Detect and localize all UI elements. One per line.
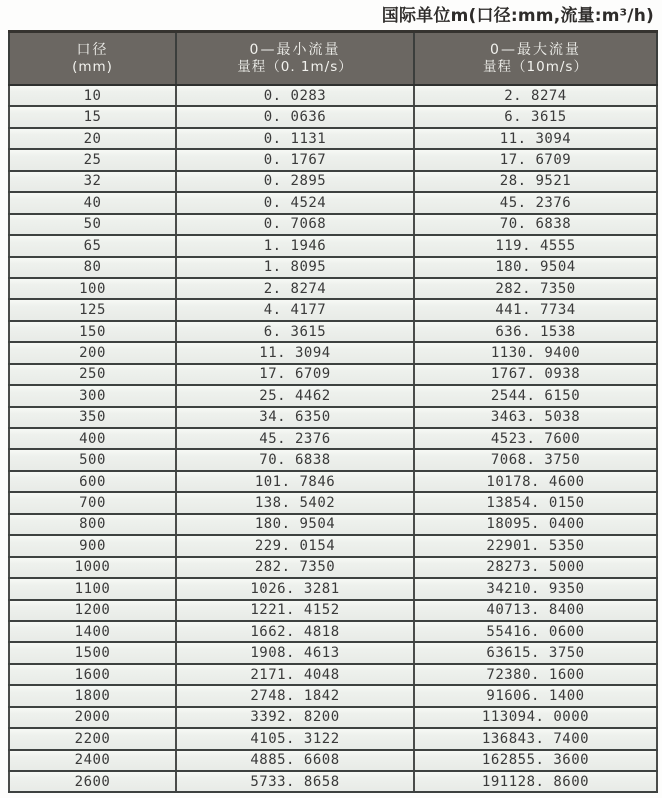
cell-min-flow: 45. 2376 bbox=[176, 428, 414, 449]
cell-min-flow: 1221. 4152 bbox=[176, 600, 414, 621]
cell-max-flow: 72380. 1600 bbox=[414, 664, 657, 685]
cell-diameter: 800 bbox=[9, 514, 176, 535]
table-header bbox=[9, 32, 657, 86]
cell-max-flow: 191128. 8600 bbox=[414, 771, 657, 792]
cell-diameter: 200 bbox=[9, 342, 176, 363]
cell-max-flow: 18095. 0400 bbox=[414, 514, 657, 535]
cell-min-flow: 1026. 3281 bbox=[176, 578, 414, 599]
cell-min-flow: 6. 3615 bbox=[176, 321, 414, 342]
cell-min-flow: 2. 8274 bbox=[176, 278, 414, 299]
table-row bbox=[9, 278, 657, 299]
cell-min-flow: 0. 1767 bbox=[176, 149, 414, 170]
table-row bbox=[9, 600, 657, 621]
cell-max-flow: 1767. 0938 bbox=[414, 364, 657, 385]
table-row bbox=[9, 106, 657, 127]
table-row bbox=[9, 535, 657, 556]
header-diameter-unit: (mm) bbox=[72, 59, 113, 75]
cell-diameter: 32 bbox=[9, 171, 176, 192]
table-row bbox=[9, 771, 657, 792]
cell-max-flow: 7068. 3750 bbox=[414, 449, 657, 470]
cell-max-flow: 17. 6709 bbox=[414, 149, 657, 170]
cell-diameter: 600 bbox=[9, 471, 176, 492]
cell-max-flow: 13854. 0150 bbox=[414, 492, 657, 513]
table-body bbox=[9, 85, 657, 792]
cell-diameter: 10 bbox=[9, 85, 176, 106]
cell-diameter: 1000 bbox=[9, 557, 176, 578]
cell-max-flow: 3463. 5038 bbox=[414, 407, 657, 428]
header-row bbox=[9, 32, 657, 86]
cell-min-flow: 138. 5402 bbox=[176, 492, 414, 513]
cell-min-flow: 1662. 4818 bbox=[176, 621, 414, 642]
cell-diameter: 1400 bbox=[9, 621, 176, 642]
cell-diameter: 900 bbox=[9, 535, 176, 556]
cell-min-flow: 1. 1946 bbox=[176, 235, 414, 256]
table-row bbox=[9, 492, 657, 513]
cell-diameter: 2400 bbox=[9, 750, 176, 771]
header-diameter-label: 口径 bbox=[76, 42, 109, 58]
table-row bbox=[9, 385, 657, 406]
table-row bbox=[9, 728, 657, 749]
table-row bbox=[9, 214, 657, 235]
cell-diameter: 700 bbox=[9, 492, 176, 513]
header-max-flow-range: 量程（10m/s） bbox=[483, 59, 588, 75]
cell-max-flow: 70. 6838 bbox=[414, 214, 657, 235]
cell-min-flow: 0. 7068 bbox=[176, 214, 414, 235]
cell-diameter: 125 bbox=[9, 299, 176, 320]
cell-max-flow: 45. 2376 bbox=[414, 192, 657, 213]
table-row bbox=[9, 707, 657, 728]
cell-min-flow: 5733. 8658 bbox=[176, 771, 414, 792]
cell-max-flow: 4523. 7600 bbox=[414, 428, 657, 449]
cell-min-flow: 282. 7350 bbox=[176, 557, 414, 578]
table-row bbox=[9, 642, 657, 663]
cell-diameter: 1200 bbox=[9, 600, 176, 621]
table-row bbox=[9, 257, 657, 278]
cell-min-flow: 3392. 8200 bbox=[176, 707, 414, 728]
table-row bbox=[9, 449, 657, 470]
cell-min-flow: 34. 6350 bbox=[176, 407, 414, 428]
table-row bbox=[9, 557, 657, 578]
cell-diameter: 20 bbox=[9, 128, 176, 149]
cell-max-flow: 28273. 5000 bbox=[414, 557, 657, 578]
table-row bbox=[9, 85, 657, 106]
cell-min-flow: 4105. 3122 bbox=[176, 728, 414, 749]
cell-max-flow: 119. 4555 bbox=[414, 235, 657, 256]
table-row bbox=[9, 364, 657, 385]
flow-range-table bbox=[8, 30, 658, 793]
cell-max-flow: 136843. 7400 bbox=[414, 728, 657, 749]
table-row bbox=[9, 321, 657, 342]
cell-max-flow: 55416. 0600 bbox=[414, 621, 657, 642]
cell-max-flow: 162855. 3600 bbox=[414, 750, 657, 771]
cell-max-flow: 282. 7350 bbox=[414, 278, 657, 299]
page-title: 国际单位m(口径:mm,流量:m³/h) bbox=[381, 6, 654, 26]
cell-max-flow: 180. 9504 bbox=[414, 257, 657, 278]
cell-max-flow: 441. 7734 bbox=[414, 299, 657, 320]
table-row bbox=[9, 685, 657, 706]
cell-diameter: 25 bbox=[9, 149, 176, 170]
cell-max-flow: 113094. 0000 bbox=[414, 707, 657, 728]
cell-min-flow: 4885. 6608 bbox=[176, 750, 414, 771]
cell-min-flow: 70. 6838 bbox=[176, 449, 414, 470]
table-row bbox=[9, 428, 657, 449]
cell-min-flow: 2748. 1842 bbox=[176, 685, 414, 706]
cell-diameter: 65 bbox=[9, 235, 176, 256]
table-row bbox=[9, 235, 657, 256]
cell-min-flow: 4. 4177 bbox=[176, 299, 414, 320]
cell-min-flow: 2171. 4048 bbox=[176, 664, 414, 685]
cell-diameter: 100 bbox=[9, 278, 176, 299]
header-min-flow-label: 0—最小流量 bbox=[249, 42, 341, 58]
cell-max-flow: 34210. 9350 bbox=[414, 578, 657, 599]
cell-diameter: 2000 bbox=[9, 707, 176, 728]
cell-max-flow: 40713. 8400 bbox=[414, 600, 657, 621]
table-row bbox=[9, 171, 657, 192]
header-cell-max-flow bbox=[414, 32, 657, 86]
cell-diameter: 50 bbox=[9, 214, 176, 235]
cell-max-flow: 2. 8274 bbox=[414, 85, 657, 106]
cell-min-flow: 17. 6709 bbox=[176, 364, 414, 385]
cell-max-flow: 1130. 9400 bbox=[414, 342, 657, 363]
cell-min-flow: 0. 4524 bbox=[176, 192, 414, 213]
cell-min-flow: 101. 7846 bbox=[176, 471, 414, 492]
table-row bbox=[9, 621, 657, 642]
cell-max-flow: 2544. 6150 bbox=[414, 385, 657, 406]
cell-min-flow: 25. 4462 bbox=[176, 385, 414, 406]
cell-diameter: 2600 bbox=[9, 771, 176, 792]
cell-min-flow: 180. 9504 bbox=[176, 514, 414, 535]
cell-max-flow: 10178. 4600 bbox=[414, 471, 657, 492]
table-row bbox=[9, 664, 657, 685]
cell-diameter: 2200 bbox=[9, 728, 176, 749]
cell-diameter: 350 bbox=[9, 407, 176, 428]
table-row bbox=[9, 342, 657, 363]
header-max-flow-label: 0—最大流量 bbox=[490, 42, 581, 58]
table-row bbox=[9, 192, 657, 213]
cell-min-flow: 1908. 4613 bbox=[176, 642, 414, 663]
table-row bbox=[9, 578, 657, 599]
cell-max-flow: 91606. 1400 bbox=[414, 685, 657, 706]
cell-min-flow: 1. 8095 bbox=[176, 257, 414, 278]
cell-diameter: 150 bbox=[9, 321, 176, 342]
cell-min-flow: 11. 3094 bbox=[176, 342, 414, 363]
header-min-flow-range: 量程（0. 1m/s） bbox=[237, 59, 353, 75]
cell-diameter: 500 bbox=[9, 449, 176, 470]
cell-max-flow: 6. 3615 bbox=[414, 106, 657, 127]
cell-diameter: 1800 bbox=[9, 685, 176, 706]
cell-min-flow: 0. 1131 bbox=[176, 128, 414, 149]
table-row bbox=[9, 299, 657, 320]
header-cell-diameter bbox=[9, 32, 176, 86]
table-row bbox=[9, 471, 657, 492]
cell-min-flow: 0. 0636 bbox=[176, 106, 414, 127]
table-row bbox=[9, 407, 657, 428]
table-row bbox=[9, 514, 657, 535]
cell-max-flow: 22901. 5350 bbox=[414, 535, 657, 556]
cell-diameter: 15 bbox=[9, 106, 176, 127]
cell-diameter: 1600 bbox=[9, 664, 176, 685]
cell-diameter: 80 bbox=[9, 257, 176, 278]
table-row bbox=[9, 128, 657, 149]
table-row bbox=[9, 149, 657, 170]
cell-diameter: 400 bbox=[9, 428, 176, 449]
header-cell-min-flow bbox=[176, 32, 414, 86]
cell-max-flow: 636. 1538 bbox=[414, 321, 657, 342]
cell-diameter: 1100 bbox=[9, 578, 176, 599]
cell-min-flow: 0. 2895 bbox=[176, 171, 414, 192]
cell-diameter: 40 bbox=[9, 192, 176, 213]
cell-diameter: 300 bbox=[9, 385, 176, 406]
cell-diameter: 250 bbox=[9, 364, 176, 385]
table-row bbox=[9, 750, 657, 771]
cell-min-flow: 229. 0154 bbox=[176, 535, 414, 556]
cell-diameter: 1500 bbox=[9, 642, 176, 663]
cell-max-flow: 63615. 3750 bbox=[414, 642, 657, 663]
cell-max-flow: 11. 3094 bbox=[414, 128, 657, 149]
cell-min-flow: 0. 0283 bbox=[176, 85, 414, 106]
cell-max-flow: 28. 9521 bbox=[414, 171, 657, 192]
